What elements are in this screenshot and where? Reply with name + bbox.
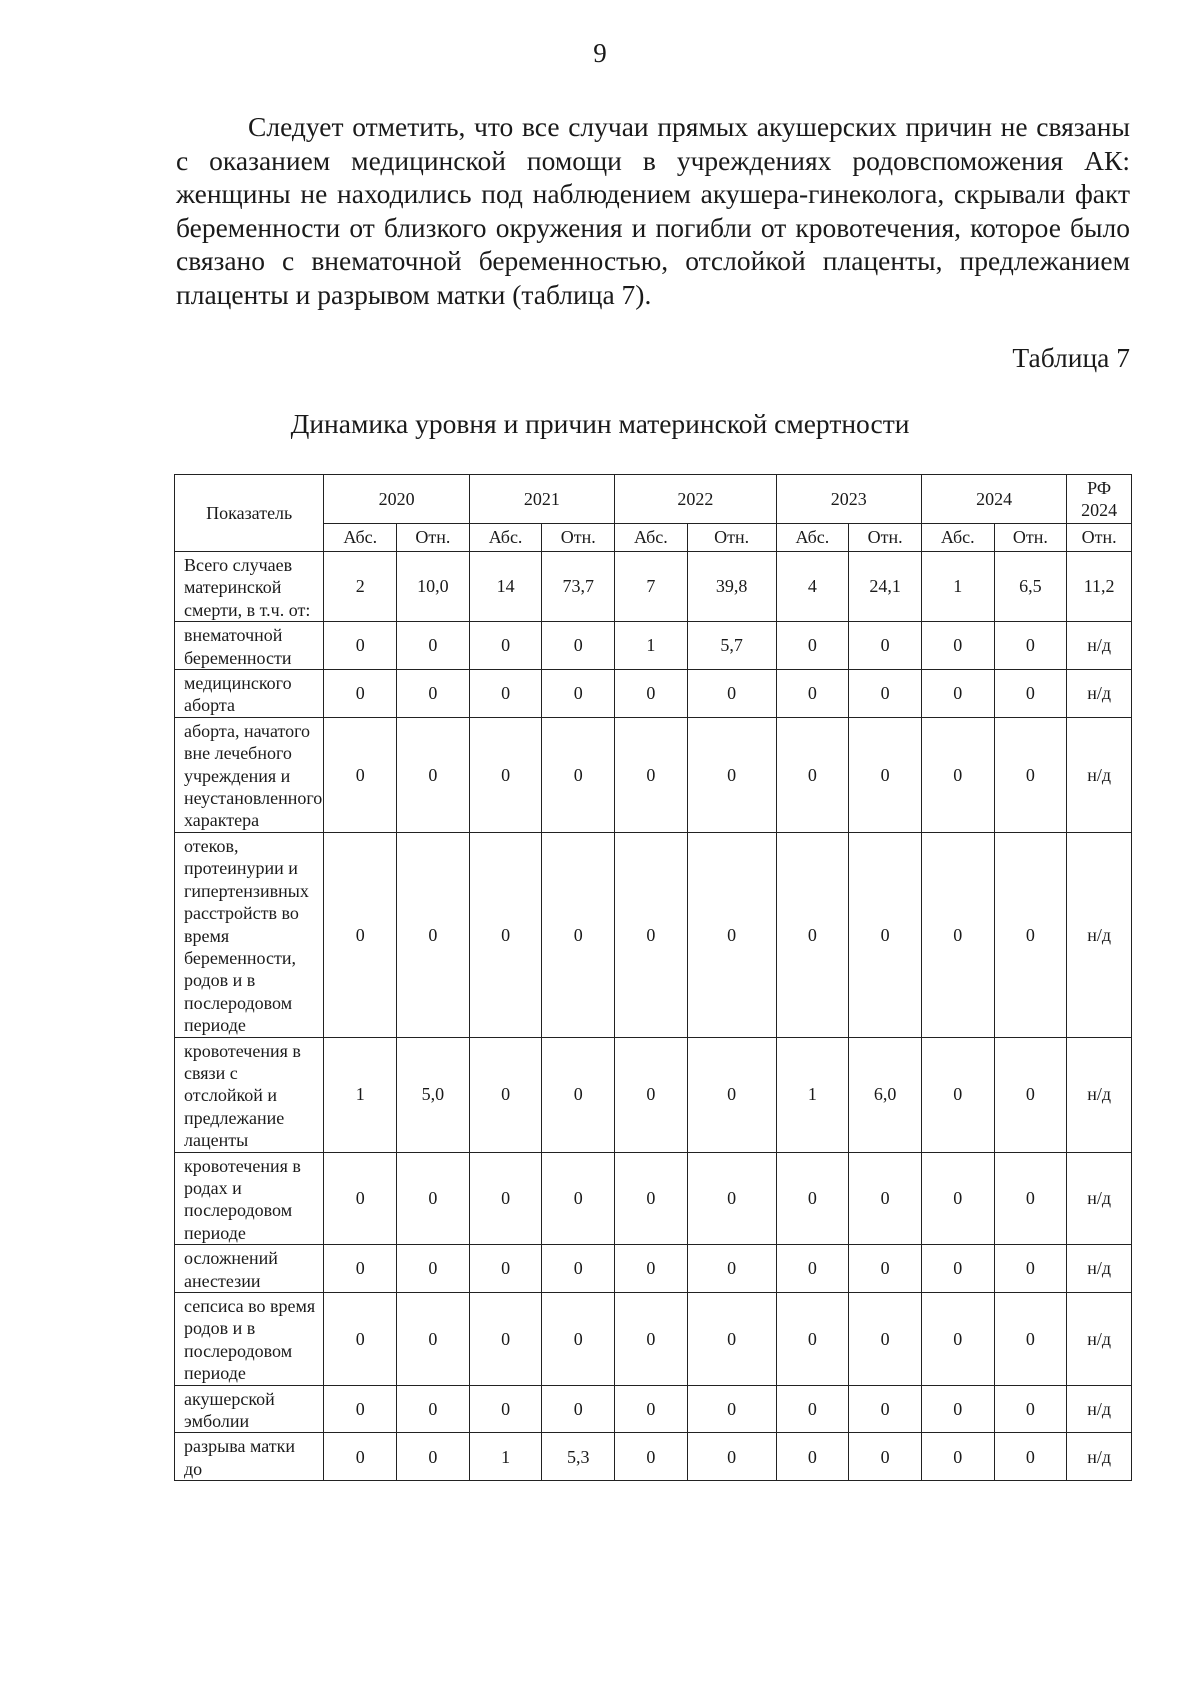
indicator-header: Показатель [175,475,324,552]
rel-value-cell: 0 [687,1037,776,1152]
row-label: аборта, начатого вне лечебного учреждения и неустановленного характера [175,717,324,832]
rel-value-cell: 0 [994,622,1067,670]
year-header: 2022 [615,475,777,524]
abs-value-cell: 0 [921,1152,994,1245]
abs-value-cell: 0 [469,1245,542,1293]
year-header: 2024 [921,475,1066,524]
rel-value-cell: 0 [397,717,470,832]
abs-value-cell: 0 [469,670,542,718]
table-row [175,552,1132,622]
abs-value-cell: 0 [921,670,994,718]
rf-value-cell: н/д [1067,1293,1132,1386]
rel-value-cell: 5,0 [397,1037,470,1152]
abs-value-cell: 0 [776,1385,849,1433]
rel-value-cell: 0 [687,1385,776,1433]
table-row [175,1385,1132,1433]
abs-value-cell: 4 [776,552,849,622]
row-label: кровотечения в родах и послеродовом периоде [175,1152,324,1245]
abs-header: Абс. [776,524,849,552]
rel-value-cell: 0 [687,1245,776,1293]
abs-value-cell: 0 [615,832,688,1037]
abs-value-cell: 0 [469,1037,542,1152]
table-row [175,832,1132,1037]
rel-value-cell: 0 [542,1037,615,1152]
abs-header: Абс. [615,524,688,552]
rel-value-cell: 0 [994,670,1067,718]
abs-value-cell: 0 [615,1385,688,1433]
abs-value-cell: 14 [469,552,542,622]
abs-value-cell: 0 [921,717,994,832]
rf-value-cell: н/д [1067,832,1132,1037]
abs-value-cell: 0 [324,670,397,718]
rel-value-cell: 73,7 [542,552,615,622]
abs-value-cell: 0 [469,717,542,832]
abs-value-cell: 0 [776,717,849,832]
rel-value-cell: 0 [849,717,922,832]
abs-header: Абс. [469,524,542,552]
rel-value-cell: 0 [687,717,776,832]
abs-value-cell: 0 [776,1433,849,1481]
row-label: медицинского аборта [175,670,324,718]
rel-value-cell: 39,8 [687,552,776,622]
rf-value-cell: н/д [1067,1385,1132,1433]
rf-value-cell: 11,2 [1067,552,1132,622]
rel-value-cell: 0 [542,1385,615,1433]
table-row [175,1152,1132,1245]
rel-value-cell: 24,1 [849,552,922,622]
abs-value-cell: 0 [615,670,688,718]
rel-value-cell: 0 [687,670,776,718]
rel-value-cell: 0 [397,1152,470,1245]
rel-value-cell: 0 [542,622,615,670]
abs-header: Абс. [921,524,994,552]
abs-value-cell: 0 [921,1433,994,1481]
abs-value-cell: 0 [776,832,849,1037]
rel-value-cell: 0 [994,1385,1067,1433]
abs-value-cell: 0 [324,717,397,832]
abs-value-cell: 0 [324,1385,397,1433]
abs-value-cell: 0 [324,1152,397,1245]
rel-header: Отн. [687,524,776,552]
rel-value-cell: 0 [542,670,615,718]
abs-value-cell: 1 [324,1037,397,1152]
year-header: 2021 [469,475,614,524]
table-row [175,717,1132,832]
rel-value-cell: 0 [994,832,1067,1037]
abs-value-cell: 0 [921,1245,994,1293]
abs-value-cell: 0 [615,717,688,832]
rel-value-cell: 6,5 [994,552,1067,622]
abs-value-cell: 0 [615,1037,688,1152]
rel-value-cell: 0 [687,1152,776,1245]
abs-value-cell: 0 [324,1293,397,1386]
rel-value-cell: 5,7 [687,622,776,670]
abs-value-cell: 0 [469,832,542,1037]
abs-value-cell: 1 [776,1037,849,1152]
rel-value-cell: 0 [849,1385,922,1433]
abs-header: Абс. [324,524,397,552]
rf-value-cell: н/д [1067,717,1132,832]
header-years-row [175,475,1132,524]
rf-value-cell: н/д [1067,1152,1132,1245]
abs-value-cell: 0 [776,670,849,718]
rel-value-cell: 0 [849,670,922,718]
abs-value-cell: 0 [324,1245,397,1293]
rf-value-cell: н/д [1067,670,1132,718]
rf-value-cell: н/д [1067,1433,1132,1481]
abs-value-cell: 0 [921,832,994,1037]
rel-value-cell: 0 [397,622,470,670]
rel-header: Отн. [1067,524,1132,552]
rel-value-cell: 0 [849,1433,922,1481]
row-label: сепсиса во время родов и в послеродовом периоде [175,1293,324,1386]
abs-value-cell: 0 [921,1293,994,1386]
rel-value-cell: 0 [994,1245,1067,1293]
rel-value-cell: 0 [849,622,922,670]
maternal-mortality-table [174,474,1132,1481]
rel-value-cell: 0 [849,1245,922,1293]
abs-value-cell: 0 [469,622,542,670]
page-number: 9 [593,38,607,68]
rel-value-cell: 0 [542,1245,615,1293]
rel-value-cell: 0 [397,1385,470,1433]
rel-value-cell: 0 [542,1152,615,1245]
rel-value-cell: 0 [542,1293,615,1386]
row-label: акушерской эмболии [175,1385,324,1433]
rf-value-cell: н/д [1067,1245,1132,1293]
table-row [175,1245,1132,1293]
intro-paragraph: Следует отметить, что все случаи прямых акушерских причин не связаны с оказанием медицинской помощи в учреждениях родовспоможения АК: женщины не находились под наблюдением акушера-гинеколога, скрывали факт беременности от близкого окружения и погибли от кровотечения, которое было связано с внематочной беременностью, отслойкой плаценты, предлежанием плаценты и разрывом матки (таблица 7). [176,111,1130,310]
rel-value-cell: 0 [994,717,1067,832]
abs-value-cell: 2 [324,552,397,622]
rel-value-cell: 0 [542,717,615,832]
rel-value-cell: 6,0 [849,1037,922,1152]
table-row [175,622,1132,670]
table-body [175,552,1132,1481]
rel-value-cell: 0 [994,1152,1067,1245]
table-number: Таблица 7 [1012,342,1130,373]
abs-value-cell: 0 [776,1152,849,1245]
table-row [175,1433,1132,1481]
abs-value-cell: 0 [921,622,994,670]
rel-header: Отн. [849,524,922,552]
table-title: Динамика уровня и причин материнской смертности [290,408,910,439]
rel-header: Отн. [542,524,615,552]
rel-value-cell: 0 [849,1152,922,1245]
table-row [175,1293,1132,1386]
rel-value-cell: 10,0 [397,552,470,622]
rel-value-cell: 0 [687,1433,776,1481]
year-header: 2020 [324,475,469,524]
abs-value-cell: 0 [324,832,397,1037]
row-label: кровотечения в связи с отслойкой и предлежание лаценты [175,1037,324,1152]
abs-value-cell: 1 [469,1433,542,1481]
rel-value-cell: 5,3 [542,1433,615,1481]
rf-value-cell: н/д [1067,1037,1132,1152]
rel-value-cell: 0 [994,1433,1067,1481]
abs-value-cell: 0 [921,1385,994,1433]
rel-value-cell: 0 [849,832,922,1037]
abs-value-cell: 0 [469,1385,542,1433]
abs-value-cell: 0 [615,1245,688,1293]
row-label: Всего случаев материнской смерти, в т.ч. от: [175,552,324,622]
rel-value-cell: 0 [397,1245,470,1293]
rel-value-cell: 0 [397,670,470,718]
abs-value-cell: 0 [324,1433,397,1481]
row-label: отеков, протеинурии и гипертензивных расстройств во время беременности, родов и в послеродовом периоде [175,832,324,1037]
rel-value-cell: 0 [397,832,470,1037]
abs-value-cell: 0 [324,622,397,670]
rel-header: Отн. [994,524,1067,552]
rel-value-cell: 0 [397,1293,470,1386]
rel-value-cell: 0 [542,832,615,1037]
rf-value-cell: н/д [1067,622,1132,670]
abs-value-cell: 1 [615,622,688,670]
abs-value-cell: 0 [615,1152,688,1245]
abs-value-cell: 0 [615,1433,688,1481]
row-label: осложнений анестезии [175,1245,324,1293]
rel-value-cell: 0 [849,1293,922,1386]
rel-header: Отн. [397,524,470,552]
row-label: разрыва матки до [175,1433,324,1481]
rel-value-cell: 0 [397,1433,470,1481]
year-header: 2023 [776,475,921,524]
rel-value-cell: 0 [687,832,776,1037]
rel-value-cell: 0 [687,1293,776,1386]
rel-value-cell: 0 [994,1037,1067,1152]
table-row [175,670,1132,718]
abs-value-cell: 0 [776,622,849,670]
abs-value-cell: 0 [776,1245,849,1293]
abs-value-cell: 1 [921,552,994,622]
abs-value-cell: 0 [469,1152,542,1245]
abs-value-cell: 0 [921,1037,994,1152]
abs-value-cell: 0 [615,1293,688,1386]
abs-value-cell: 7 [615,552,688,622]
abs-value-cell: 0 [469,1293,542,1386]
table-row [175,1037,1132,1152]
rf-header: РФ 2024 [1067,475,1132,524]
abs-value-cell: 0 [776,1293,849,1386]
rel-value-cell: 0 [994,1293,1067,1386]
row-label: внематочной беременности [175,622,324,670]
